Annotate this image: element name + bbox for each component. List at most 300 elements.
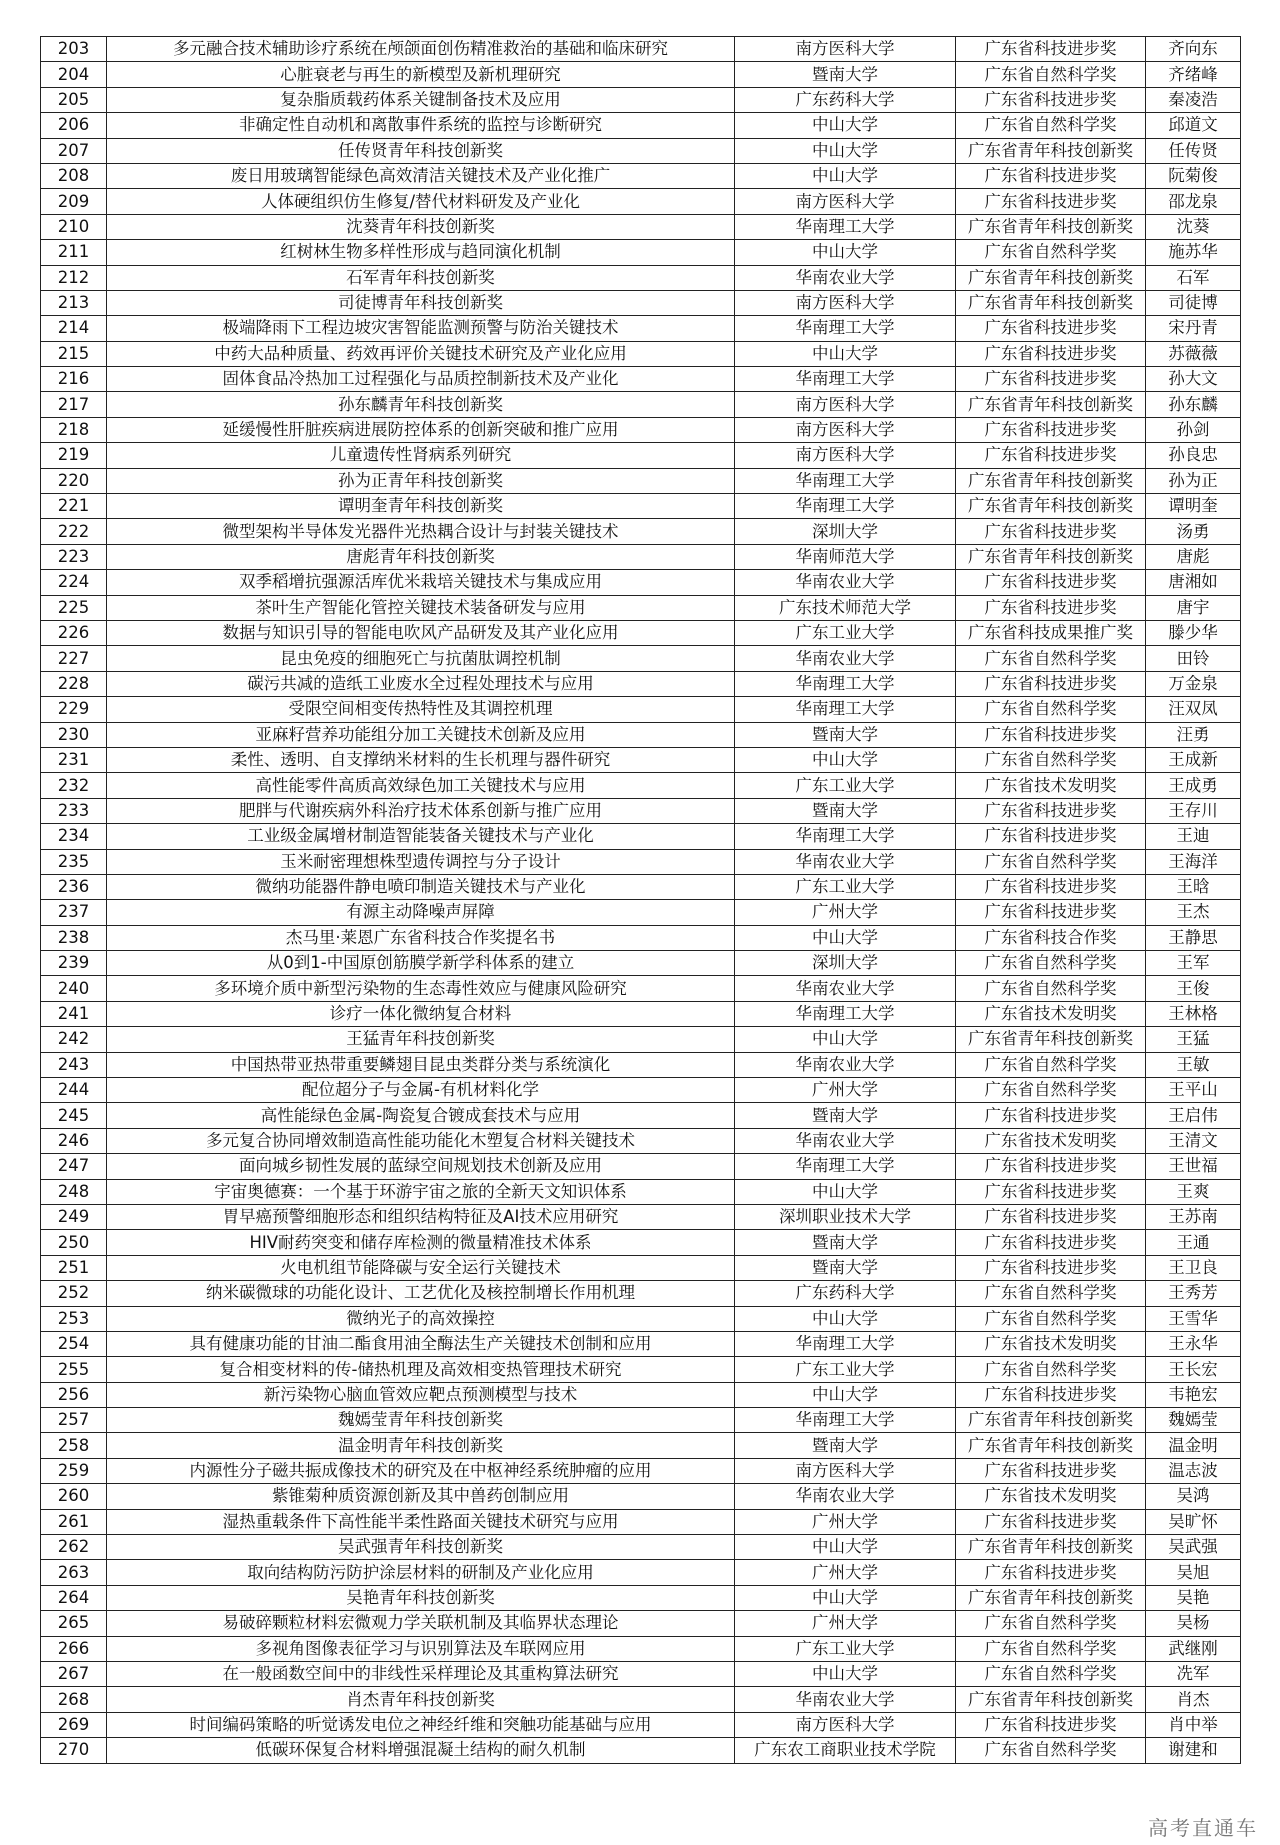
row-number-cell: 266 [41,1636,107,1661]
institution-cell: 南方医科大学 [735,37,956,62]
project-title-cell: 时间编码策略的听觉诱发电位之神经纤维和突触功能基础与应用 [107,1712,735,1737]
award-type-cell: 广东省技术发明奖 [956,1484,1146,1509]
institution-cell: 华南理工大学 [735,316,956,341]
project-title-cell: 石军青年科技创新奖 [107,265,735,290]
award-type-cell: 广东省自然科学奖 [956,1078,1146,1103]
award-type-cell: 广东省科技进步奖 [956,37,1146,62]
project-title-cell: 吴武强青年科技创新奖 [107,1535,735,1560]
institution-cell: 中山大学 [735,1179,956,1204]
award-type-cell: 广东省科技进步奖 [956,1509,1146,1534]
nominee-cell: 施苏华 [1146,240,1241,265]
project-title-cell: 双季稻增抗强源活库优米栽培关键技术与集成应用 [107,570,735,595]
table-row [41,1585,1241,1610]
nominee-cell: 邱道文 [1146,113,1241,138]
table-row [41,316,1241,341]
table-row [41,341,1241,366]
nominee-cell: 齐绪峰 [1146,62,1241,87]
award-type-cell: 广东省科技进步奖 [956,1204,1146,1229]
project-title-cell: 配位超分子与金属-有机材料化学 [107,1078,735,1103]
nominee-cell: 唐宇 [1146,595,1241,620]
project-title-cell: 具有健康功能的甘油二酯食用油全酶法生产关键技术创制和应用 [107,1331,735,1356]
award-type-cell: 广东省科技进步奖 [956,87,1146,112]
award-type-cell: 广东省技术发明奖 [956,773,1146,798]
award-type-cell: 广东省青年科技创新奖 [956,494,1146,519]
nominee-cell: 王清文 [1146,1128,1241,1153]
award-type-cell: 广东省自然科学奖 [956,849,1146,874]
table-row [41,468,1241,493]
project-title-cell: 中国热带亚热带重要鳞翅目昆虫类群分类与系统演化 [107,1052,735,1077]
project-title-cell: 复杂脂质载药体系关键制备技术及应用 [107,87,735,112]
row-number-cell: 232 [41,773,107,798]
row-number-cell: 234 [41,824,107,849]
table-row [41,1306,1241,1331]
nominee-cell: 温金明 [1146,1433,1241,1458]
project-title-cell: 宇宙奥德赛：一个基于环游宇宙之旅的全新天文知识体系 [107,1179,735,1204]
project-title-cell: 延缓慢性肝脏疾病进展防控体系的创新突破和推广应用 [107,417,735,442]
table-row [41,1128,1241,1153]
nominee-cell: 阮菊俊 [1146,163,1241,188]
project-title-cell: 面向城乡韧性发展的蓝绿空间规划技术创新及应用 [107,1154,735,1179]
nominee-cell: 王世福 [1146,1154,1241,1179]
project-title-cell: 肖杰青年科技创新奖 [107,1687,735,1712]
nominee-cell: 万金泉 [1146,671,1241,696]
institution-cell: 暨南大学 [735,1255,956,1280]
project-title-cell: 新污染物心脑血管效应靶点预测模型与技术 [107,1382,735,1407]
institution-cell: 华南农业大学 [735,646,956,671]
nominee-cell: 王启伟 [1146,1103,1241,1128]
nominee-cell: 汤勇 [1146,519,1241,544]
row-number-cell: 251 [41,1255,107,1280]
project-title-cell: 取向结构防污防护涂层材料的研制及产业化应用 [107,1560,735,1585]
project-title-cell: 易破碎颗粒材料宏微观力学关联机制及其临界状态理论 [107,1611,735,1636]
project-title-cell: 玉米耐密理想株型遗传调控与分子设计 [107,849,735,874]
row-number-cell: 217 [41,392,107,417]
project-title-cell: 从0到1-中国原创筋膜学新学科体系的建立 [107,951,735,976]
row-number-cell: 203 [41,37,107,62]
row-number-cell: 265 [41,1611,107,1636]
row-number-cell: 209 [41,189,107,214]
award-type-cell: 广东省自然科学奖 [956,1281,1146,1306]
institution-cell: 暨南大学 [735,798,956,823]
row-number-cell: 215 [41,341,107,366]
row-number-cell: 240 [41,976,107,1001]
award-type-cell: 广东省科技进步奖 [956,316,1146,341]
institution-cell: 暨南大学 [735,1433,956,1458]
nominee-cell: 汪勇 [1146,722,1241,747]
project-title-cell: 杰马里·莱恩广东省科技合作奖提名书 [107,925,735,950]
row-number-cell: 226 [41,620,107,645]
row-number-cell: 206 [41,113,107,138]
table-row [41,1179,1241,1204]
nominee-cell: 王海洋 [1146,849,1241,874]
row-number-cell: 237 [41,900,107,925]
institution-cell: 华南理工大学 [735,1408,956,1433]
table-row [41,1078,1241,1103]
nominee-cell: 王存川 [1146,798,1241,823]
table-row [41,1052,1241,1077]
award-type-cell: 广东省青年科技创新奖 [956,214,1146,239]
nominee-cell: 谭明奎 [1146,494,1241,519]
institution-cell: 广东农工商职业技术学院 [735,1738,956,1763]
row-number-cell: 246 [41,1128,107,1153]
award-type-cell: 广东省科技进步奖 [956,824,1146,849]
award-type-cell: 广东省青年科技创新奖 [956,392,1146,417]
project-title-cell: 多元复合协同增效制造高性能功能化木塑复合材料关键技术 [107,1128,735,1153]
project-title-cell: 魏嫣莹青年科技创新奖 [107,1408,735,1433]
row-number-cell: 238 [41,925,107,950]
award-type-cell: 广东省青年科技创新奖 [956,1433,1146,1458]
row-number-cell: 216 [41,367,107,392]
institution-cell: 中山大学 [735,1585,956,1610]
award-type-cell: 广东省科技进步奖 [956,1382,1146,1407]
row-number-cell: 262 [41,1535,107,1560]
table-row [41,519,1241,544]
award-nomination-table [40,36,1241,1764]
institution-cell: 南方医科大学 [735,189,956,214]
institution-cell: 中山大学 [735,138,956,163]
table-row [41,1712,1241,1737]
row-number-cell: 249 [41,1204,107,1229]
award-type-cell: 广东省青年科技创新奖 [956,1687,1146,1712]
table-row [41,290,1241,315]
project-title-cell: 柔性、透明、自支撑纳米材料的生长机理与器件研究 [107,747,735,772]
institution-cell: 华南师范大学 [735,544,956,569]
award-type-cell: 广东省科技进步奖 [956,595,1146,620]
project-title-cell: 在一般函数空间中的非线性采样理论及其重构算法研究 [107,1662,735,1687]
row-number-cell: 204 [41,62,107,87]
award-type-cell: 广东省科技成果推广奖 [956,620,1146,645]
row-number-cell: 213 [41,290,107,315]
project-title-cell: 多元融合技术辅助诊疗系统在颅颌面创伤精准救治的基础和临床研究 [107,37,735,62]
institution-cell: 华南理工大学 [735,1001,956,1026]
project-title-cell: 低碳环保复合材料增强混凝土结构的耐久机制 [107,1738,735,1763]
row-number-cell: 270 [41,1738,107,1763]
award-type-cell: 广东省科技进步奖 [956,341,1146,366]
project-title-cell: 昆虫免疫的细胞死亡与抗菌肽调控机制 [107,646,735,671]
project-title-cell: 紫锥菊种质资源创新及其中兽药创制应用 [107,1484,735,1509]
institution-cell: 广州大学 [735,1078,956,1103]
nominee-cell: 宋丹青 [1146,316,1241,341]
project-title-cell: 工业级金属增材制造智能装备关键技术与产业化 [107,824,735,849]
institution-cell: 广东工业大学 [735,874,956,899]
institution-cell: 华南理工大学 [735,671,956,696]
project-title-cell: 亚麻籽营养功能组分加工关键技术创新及应用 [107,722,735,747]
institution-cell: 南方医科大学 [735,1458,956,1483]
nominee-cell: 王静思 [1146,925,1241,950]
nominee-cell: 孙良忠 [1146,443,1241,468]
row-number-cell: 254 [41,1331,107,1356]
award-type-cell: 广东省青年科技创新奖 [956,1408,1146,1433]
award-type-cell: 广东省技术发明奖 [956,1331,1146,1356]
award-type-cell: 广东省科技进步奖 [956,798,1146,823]
award-type-cell: 广东省技术发明奖 [956,1128,1146,1153]
table-row [41,417,1241,442]
table-row [41,620,1241,645]
table-row [41,773,1241,798]
award-type-cell: 广东省科技进步奖 [956,1230,1146,1255]
table-row [41,697,1241,722]
project-title-cell: 孙东麟青年科技创新奖 [107,392,735,417]
project-title-cell: 火电机组节能降碳与安全运行关键技术 [107,1255,735,1280]
row-number-cell: 231 [41,747,107,772]
institution-cell: 华南理工大学 [735,697,956,722]
nominee-cell: 吴杨 [1146,1611,1241,1636]
institution-cell: 暨南大学 [735,62,956,87]
nominee-cell: 孙剑 [1146,417,1241,442]
row-number-cell: 219 [41,443,107,468]
row-number-cell: 250 [41,1230,107,1255]
award-type-cell: 广东省科技进步奖 [956,1179,1146,1204]
institution-cell: 广东技术师范大学 [735,595,956,620]
project-title-cell: 儿童遗传性肾病系列研究 [107,443,735,468]
nominee-cell: 王长宏 [1146,1357,1241,1382]
table-row [41,62,1241,87]
award-type-cell: 广东省科技进步奖 [956,900,1146,925]
award-type-cell: 广东省自然科学奖 [956,951,1146,976]
award-type-cell: 广东省自然科学奖 [956,1611,1146,1636]
award-type-cell: 广东省科技进步奖 [956,1255,1146,1280]
table-row [41,544,1241,569]
award-type-cell: 广东省自然科学奖 [956,697,1146,722]
institution-cell: 广东工业大学 [735,773,956,798]
institution-cell: 华南理工大学 [735,1331,956,1356]
project-title-cell: 内源性分子磁共振成像技术的研究及在中枢神经系统肿瘤的应用 [107,1458,735,1483]
institution-cell: 广州大学 [735,1509,956,1534]
award-type-cell: 广东省科技进步奖 [956,367,1146,392]
award-type-cell: 广东省科技进步奖 [956,443,1146,468]
award-type-cell: 广东省科技进步奖 [956,1103,1146,1128]
award-type-cell: 广东省科技进步奖 [956,1154,1146,1179]
project-title-cell: 诊疗一体化微纳复合材料 [107,1001,735,1026]
project-title-cell: 茶叶生产智能化管控关键技术装备研发与应用 [107,595,735,620]
award-type-cell: 广东省科技进步奖 [956,874,1146,899]
institution-cell: 深圳大学 [735,951,956,976]
row-number-cell: 264 [41,1585,107,1610]
institution-cell: 广东工业大学 [735,620,956,645]
nominee-cell: 温志波 [1146,1458,1241,1483]
row-number-cell: 247 [41,1154,107,1179]
table-row [41,1738,1241,1763]
institution-cell: 暨南大学 [735,1103,956,1128]
institution-cell: 中山大学 [735,1306,956,1331]
project-title-cell: 吴艳青年科技创新奖 [107,1585,735,1610]
table-row [41,824,1241,849]
project-title-cell: 人体硬组织仿生修复/替代材料研发及产业化 [107,189,735,214]
nominee-cell: 邵龙泉 [1146,189,1241,214]
row-number-cell: 260 [41,1484,107,1509]
award-type-cell: 广东省科技进步奖 [956,722,1146,747]
table-row [41,87,1241,112]
award-type-cell: 广东省科技进步奖 [956,1560,1146,1585]
nominee-cell: 王迪 [1146,824,1241,849]
award-type-cell: 广东省科技进步奖 [956,570,1146,595]
row-number-cell: 248 [41,1179,107,1204]
row-number-cell: 233 [41,798,107,823]
project-title-cell: 纳米碳微球的功能化设计、工艺优化及核控制增长作用机理 [107,1281,735,1306]
watermark-text: 高考直通车 [1148,1816,1258,1840]
table-row [41,976,1241,1001]
institution-cell: 华南农业大学 [735,1484,956,1509]
table-row [41,1103,1241,1128]
row-number-cell: 208 [41,163,107,188]
table-row [41,1611,1241,1636]
institution-cell: 华南理工大学 [735,468,956,493]
table-row [41,443,1241,468]
row-number-cell: 228 [41,671,107,696]
row-number-cell: 269 [41,1712,107,1737]
award-type-cell: 广东省自然科学奖 [956,1636,1146,1661]
row-number-cell: 220 [41,468,107,493]
project-title-cell: 数据与知识引导的智能电吹风产品研发及其产业化应用 [107,620,735,645]
table-row [41,265,1241,290]
project-title-cell: 谭明奎青年科技创新奖 [107,494,735,519]
award-type-cell: 广东省自然科学奖 [956,747,1146,772]
institution-cell: 中山大学 [735,925,956,950]
nominee-cell: 吴旭 [1146,1560,1241,1585]
table-row [41,1535,1241,1560]
nominee-cell: 孙东麟 [1146,392,1241,417]
award-type-cell: 广东省自然科学奖 [956,240,1146,265]
institution-cell: 中山大学 [735,1662,956,1687]
award-type-cell: 广东省青年科技创新奖 [956,1027,1146,1052]
project-title-cell: 高性能零件高质高效绿色加工关键技术与应用 [107,773,735,798]
project-title-cell: 非确定性自动机和离散事件系统的监控与诊断研究 [107,113,735,138]
table-row [41,1636,1241,1661]
institution-cell: 中山大学 [735,341,956,366]
project-title-cell: 复合相变材料的传-储热机理及高效相变热管理技术研究 [107,1357,735,1382]
row-number-cell: 256 [41,1382,107,1407]
nominee-cell: 王成勇 [1146,773,1241,798]
table-row [41,163,1241,188]
institution-cell: 广州大学 [735,900,956,925]
award-type-cell: 广东省自然科学奖 [956,1306,1146,1331]
award-type-cell: 广东省科技进步奖 [956,417,1146,442]
institution-cell: 南方医科大学 [735,392,956,417]
table-row [41,849,1241,874]
institution-cell: 华南农业大学 [735,1687,956,1712]
institution-cell: 华南农业大学 [735,976,956,1001]
award-type-cell: 广东省自然科学奖 [956,113,1146,138]
institution-cell: 深圳大学 [735,519,956,544]
nominee-cell: 司徒博 [1146,290,1241,315]
nominee-cell: 苏薇薇 [1146,341,1241,366]
row-number-cell: 223 [41,544,107,569]
row-number-cell: 236 [41,874,107,899]
table-row [41,1357,1241,1382]
table-row [41,1687,1241,1712]
project-title-cell: 极端降雨下工程边坡灾害智能监测预警与防治关键技术 [107,316,735,341]
award-type-cell: 广东省青年科技创新奖 [956,1535,1146,1560]
project-title-cell: HIV耐药突变和储存库检测的微量精准技术体系 [107,1230,735,1255]
institution-cell: 广东工业大学 [735,1357,956,1382]
nominee-cell: 吴鸿 [1146,1484,1241,1509]
institution-cell: 中山大学 [735,747,956,772]
institution-cell: 广州大学 [735,1611,956,1636]
table-row [41,1331,1241,1356]
project-title-cell: 碳污共减的造纸工业废水全过程处理技术与应用 [107,671,735,696]
award-type-cell: 广东省自然科学奖 [956,976,1146,1001]
award-type-cell: 广东省科技合作奖 [956,925,1146,950]
institution-cell: 华南理工大学 [735,1154,956,1179]
institution-cell: 中山大学 [735,113,956,138]
nominee-cell: 王卫良 [1146,1255,1241,1280]
row-number-cell: 257 [41,1408,107,1433]
nominee-cell: 肖中举 [1146,1712,1241,1737]
row-number-cell: 241 [41,1001,107,1026]
row-number-cell: 253 [41,1306,107,1331]
row-number-cell: 218 [41,417,107,442]
table-row [41,1204,1241,1229]
project-title-cell: 胃早癌预警细胞形态和组织结构特征及AI技术应用研究 [107,1204,735,1229]
row-number-cell: 239 [41,951,107,976]
nominee-cell: 任传贤 [1146,138,1241,163]
nominee-cell: 滕少华 [1146,620,1241,645]
institution-cell: 中山大学 [735,1382,956,1407]
nominee-cell: 王林格 [1146,1001,1241,1026]
row-number-cell: 222 [41,519,107,544]
table-row [41,595,1241,620]
award-type-cell: 广东省科技进步奖 [956,671,1146,696]
institution-cell: 中山大学 [735,163,956,188]
nominee-cell: 吴旷怀 [1146,1509,1241,1534]
table-row [41,367,1241,392]
institution-cell: 华南农业大学 [735,849,956,874]
row-number-cell: 263 [41,1560,107,1585]
row-number-cell: 267 [41,1662,107,1687]
project-title-cell: 受限空间相变传热特性及其调控机理 [107,697,735,722]
award-type-cell: 广东省科技进步奖 [956,519,1146,544]
project-title-cell: 中药大品种质量、药效再评价关键技术研究及产业化应用 [107,341,735,366]
nominee-cell: 王苏南 [1146,1204,1241,1229]
nominee-cell: 王雪华 [1146,1306,1241,1331]
row-number-cell: 224 [41,570,107,595]
nominee-cell: 王秀芳 [1146,1281,1241,1306]
project-title-cell: 微型架构半导体发光器件光热耦合设计与封装关键技术 [107,519,735,544]
nominee-cell: 田铃 [1146,646,1241,671]
table-row [41,900,1241,925]
table-row [41,113,1241,138]
row-number-cell: 212 [41,265,107,290]
nominee-cell: 王俊 [1146,976,1241,1001]
award-type-cell: 广东省自然科学奖 [956,1052,1146,1077]
project-title-cell: 王猛青年科技创新奖 [107,1027,735,1052]
institution-cell: 暨南大学 [735,722,956,747]
table-row [41,951,1241,976]
project-title-cell: 唐彪青年科技创新奖 [107,544,735,569]
nominee-cell: 吴艳 [1146,1585,1241,1610]
table-row [41,1001,1241,1026]
award-type-cell: 广东省技术发明奖 [956,1001,1146,1026]
project-title-cell: 湿热重载条件下高性能半柔性路面关键技术研究与应用 [107,1509,735,1534]
row-number-cell: 242 [41,1027,107,1052]
table-row [41,37,1241,62]
row-number-cell: 210 [41,214,107,239]
institution-cell: 南方医科大学 [735,1712,956,1737]
project-title-cell: 心脏衰老与再生的新模型及新机理研究 [107,62,735,87]
nominee-cell: 冼军 [1146,1662,1241,1687]
table-row [41,138,1241,163]
nominee-cell: 韦艳宏 [1146,1382,1241,1407]
table-row [41,747,1241,772]
nominee-cell: 王晗 [1146,874,1241,899]
row-number-cell: 258 [41,1433,107,1458]
project-title-cell: 任传贤青年科技创新奖 [107,138,735,163]
project-title-cell: 孙为正青年科技创新奖 [107,468,735,493]
row-number-cell: 205 [41,87,107,112]
nominee-cell: 汪双凤 [1146,697,1241,722]
nominee-cell: 王永华 [1146,1331,1241,1356]
project-title-cell: 多环境介质中新型污染物的生态毒性效应与健康风险研究 [107,976,735,1001]
